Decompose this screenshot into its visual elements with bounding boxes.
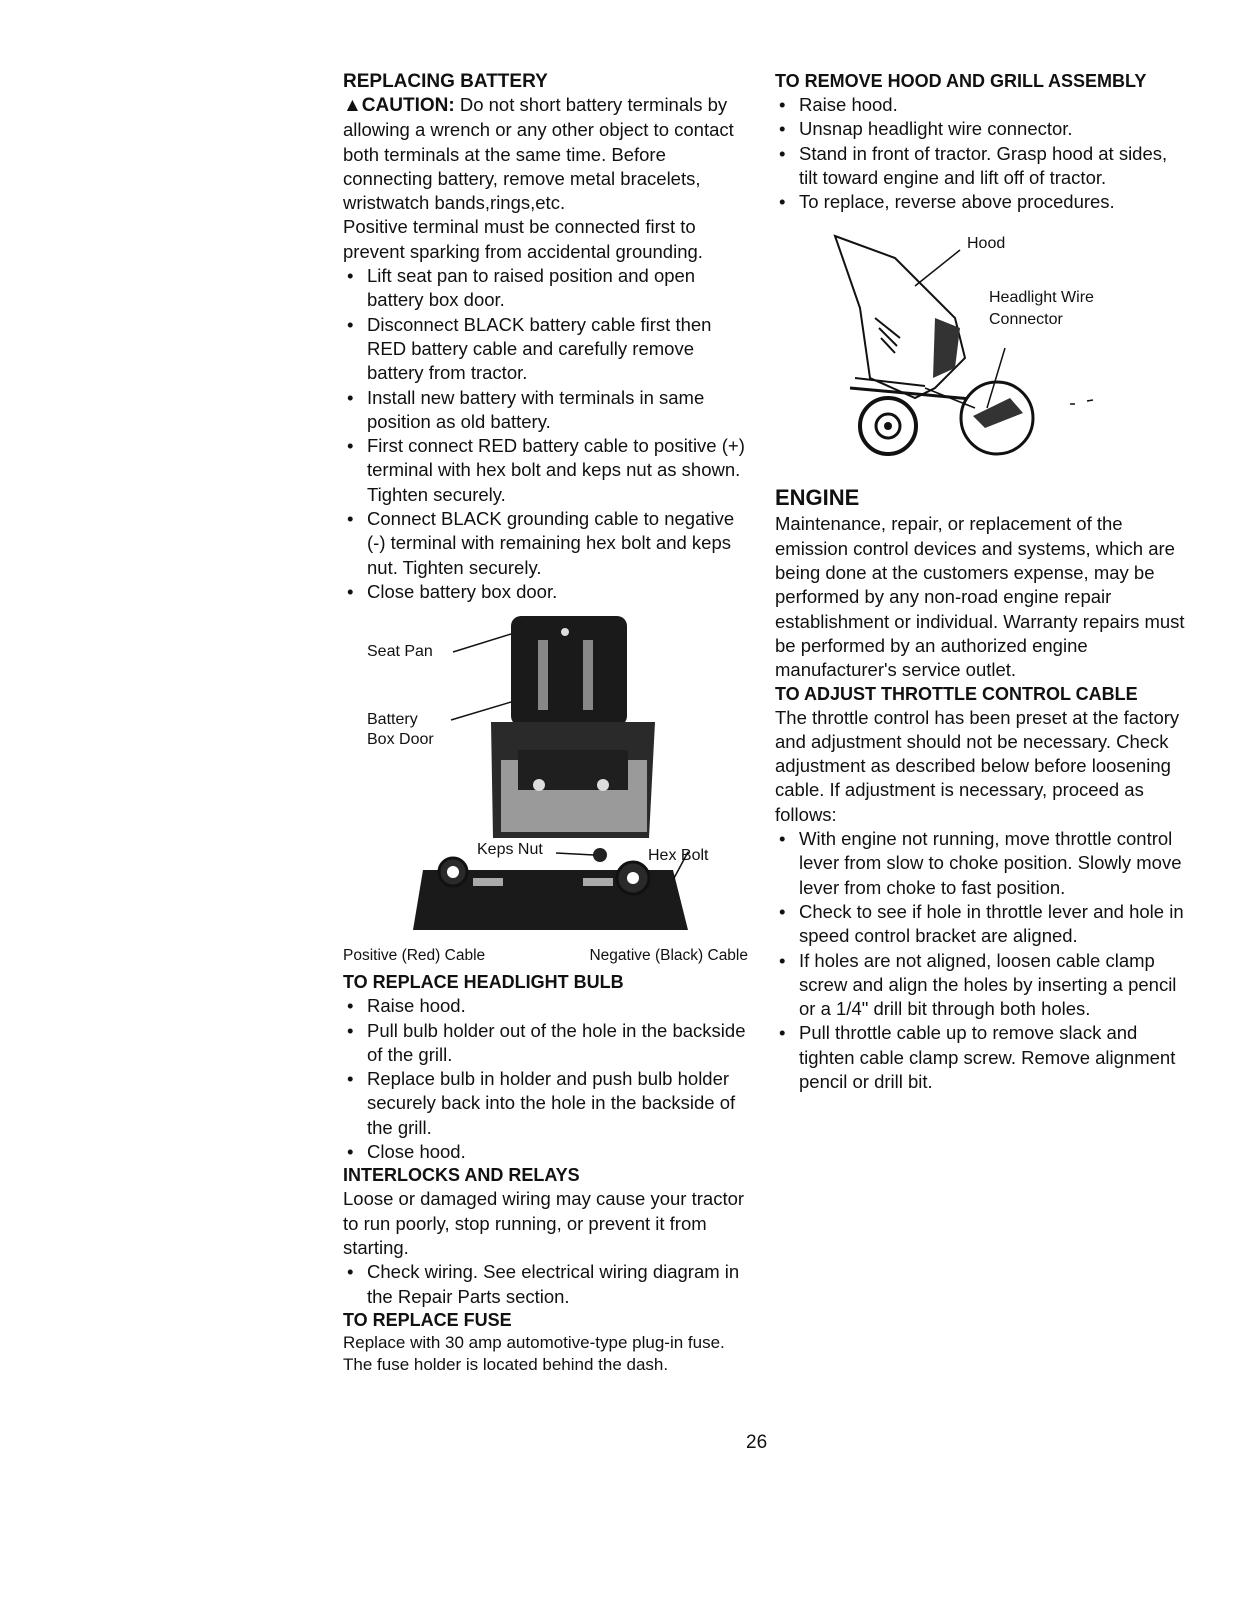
fuse-text: Replace with 30 amp automotive-type plug-in fuse. The fuse holder is located behind the dash. [343, 1332, 725, 1374]
page-number: 26 [746, 1432, 768, 1453]
hood-illustration [775, 228, 1185, 478]
positive-cable-caption: Positive (Red) Cable [343, 947, 486, 965]
throttle-heading: TO ADJUST THROTTLE CONTROL CABLE [775, 683, 1138, 704]
interlocks-text: Loose or damaged wiring may cause your tractor to run poorly, stop running, or prevent it from starting. [343, 1188, 745, 1258]
battery-figure [343, 610, 748, 945]
negative-cable-caption: Negative (Black) Cable [589, 947, 748, 965]
interlocks-steps [343, 1260, 748, 1309]
list-item: • Connect BLACK grounding cable to negative (-) terminal with remaining hex bolt and keps nut. Tighten securely. [343, 507, 748, 580]
headlight-steps [343, 994, 748, 1164]
hood-grill-heading: TO REMOVE HOOD AND GRILL ASSEMBLY [775, 71, 1147, 91]
hood-steps [775, 93, 1185, 214]
list-item: • Disconnect BLACK battery cable first then RED battery cable and carefully remove battery from tractor. [343, 313, 748, 386]
list-item: • Pull throttle cable up to remove slack and tighten cable clamp screw. Remove alignment pencil or drill bit. [775, 1021, 1185, 1094]
list-item: • Check to see if hole in throttle lever and hole in speed control bracket are aligned. [775, 900, 1185, 949]
list-item: • With engine not running, move throttle control lever from slow to choke position. Slowly move lever from choke to fast position. [775, 827, 1185, 900]
engine-heading: ENGINE [775, 485, 860, 511]
seat-pan-label: Seat Pan [367, 643, 433, 661]
list-item: • If holes are not aligned, loosen cable clamp screw and align the holes by inserting a pencil or a 1/4" drill bit through both holes. [775, 949, 1185, 1022]
interlocks-heading: INTERLOCKS AND RELAYS [343, 1165, 580, 1186]
battery-box-door-label-line1: Battery [367, 711, 418, 729]
hood-label: Hood [967, 235, 1006, 253]
left-column [343, 70, 748, 1376]
positive-terminal-note: Positive terminal must be connected first to prevent sparking from accidental grounding. [343, 216, 703, 262]
list-item: • Pull bulb holder out of the hole in the backside of the grill. [343, 1019, 748, 1068]
throttle-steps [775, 827, 1185, 1094]
list-item: • Install new battery with terminals in same position as old battery. [343, 386, 748, 435]
headlight-wire-label-line1: Headlight Wire [989, 289, 1094, 307]
list-item: • Stand in front of tractor. Grasp hood at sides, tilt toward engine and lift off of tractor. [775, 142, 1185, 191]
list-item: • Close battery box door. [343, 580, 748, 604]
keps-nut-label: Keps Nut [477, 841, 543, 859]
caution-label: ▲CAUTION: [343, 95, 455, 116]
list-item: • Check wiring. See electrical wiring diagram in the Repair Parts section. [343, 1260, 748, 1309]
list-item: • Raise hood. [775, 93, 1185, 117]
battery-figure-captions [343, 947, 748, 965]
engine-text: Maintenance, repair, or replacement of the emission control devices and systems, which are being done at the customers expense, may be performed by any non-road engine repair establishment or individual. Warranty repairs must be performed by an authorized engine manufacturer's service outlet. [775, 513, 1185, 681]
hood-figure [775, 228, 1185, 478]
list-item: • To replace, reverse above procedures. [775, 190, 1185, 214]
right-column [775, 70, 1185, 1094]
list-item: • Unsnap headlight wire connector. [775, 117, 1185, 141]
caution-paragraph [343, 93, 748, 215]
list-item: • Replace bulb in holder and push bulb holder securely back into the hole in the backside of the grill. [343, 1067, 748, 1140]
list-item: • Raise hood. [343, 994, 748, 1018]
headlight-heading: TO REPLACE HEADLIGHT BULB [343, 972, 624, 993]
list-item: • Close hood. [343, 1140, 748, 1164]
battery-box-door-label-line2: Box Door [367, 731, 434, 749]
fuse-heading: TO REPLACE FUSE [343, 1309, 512, 1330]
list-item: • Lift seat pan to raised position and open battery box door. [343, 264, 748, 313]
hex-bolt-label: Hex Bolt [648, 847, 709, 865]
headlight-wire-label-line2: Connector [989, 311, 1063, 329]
caution-text: Do not short battery terminals by allowing a wrench or any other object to contact both terminals at the same time. Before connecting battery, remove metal bracelets, wristwatch bands,rings,etc. [343, 94, 734, 214]
list-item: • First connect RED battery cable to positive (+) terminal with hex bolt and keps nut as shown. Tighten securely. [343, 434, 748, 507]
throttle-text: The throttle control has been preset at the factory and adjustment should not be necessary. Check adjustment as described below before loosening cable. If adjustment is necessary, proceed as follows: [775, 706, 1180, 825]
replacing-battery-heading: REPLACING BATTERY [343, 71, 548, 92]
battery-steps [343, 264, 748, 604]
